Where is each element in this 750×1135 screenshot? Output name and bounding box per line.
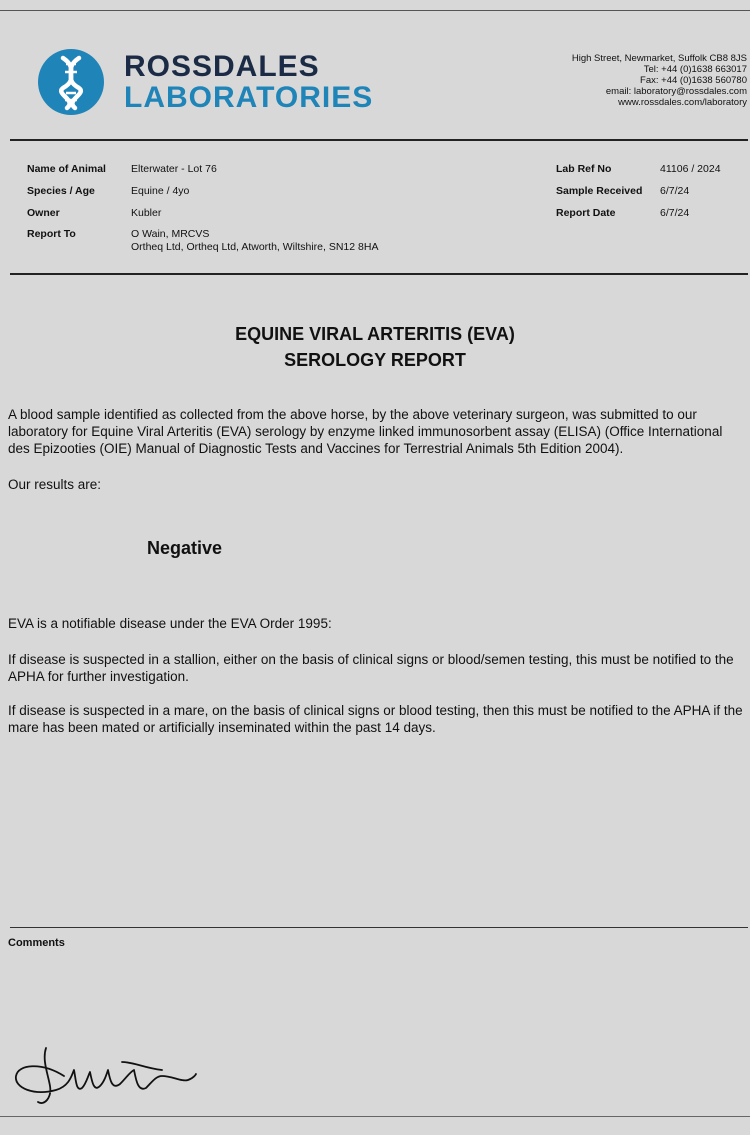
info-divider bbox=[10, 273, 748, 275]
sample-received-label: Sample Received bbox=[556, 185, 643, 197]
brand-name-line1: ROSSDALES bbox=[124, 50, 320, 83]
report-title-line2: SEROLOGY REPORT bbox=[284, 350, 466, 370]
results-intro: Our results are: bbox=[8, 477, 102, 492]
lab-address bbox=[487, 53, 747, 108]
test-result: Negative bbox=[147, 538, 223, 558]
notifiable-statement: EVA is a notifiable disease under the EVA Order 1995: bbox=[8, 616, 332, 631]
species-age-label: Species / Age bbox=[27, 185, 95, 197]
report-to-address: Ortheq Ltd, Ortheq Ltd, Atworth, Wiltshire, SN12 8HA bbox=[131, 241, 379, 253]
bottom-border bbox=[0, 1116, 750, 1117]
lab-ref-label: Lab Ref No bbox=[556, 163, 612, 175]
top-border bbox=[0, 10, 750, 11]
address-web: www.rossdales.com/laboratory bbox=[618, 97, 747, 108]
intro-paragraph: A blood sample identified as collected from the above horse, by the above veterinary surgeon, was submitted to our laboratory for Equine Viral Arteritis (EVA) serology by enzyme linked immunosorbent assay (ELISA) (Office International des Epizooties (OIE) Manual of Diagnostic Tests and Vaccines for Terrestrial Animals 5th Edition 2004). bbox=[8, 407, 723, 456]
lab-ref-value: 41106 / 2024 bbox=[660, 163, 721, 175]
address-street: High Street, Newmarket, Suffolk CB8 8JS bbox=[571, 53, 747, 64]
header-divider bbox=[10, 139, 748, 141]
report-date-label: Report Date bbox=[556, 207, 616, 219]
report-title-line1: EQUINE VIRAL ARTERITIS (EVA) bbox=[235, 324, 515, 344]
handwritten-signature bbox=[12, 1040, 202, 1110]
report-to-label: Report To bbox=[27, 228, 76, 240]
report-to-name: O Wain, MRCVS bbox=[131, 228, 210, 240]
name-of-animal-value: Elterwater - Lot 76 bbox=[131, 163, 217, 175]
stallion-note: If disease is suspected in a stallion, either on the basis of clinical signs or blood/semen testing, this must be notified to the APHA for further investigation. bbox=[8, 652, 734, 684]
dna-helix-icon bbox=[37, 48, 105, 116]
address-tel: Tel: +44 (0)1638 663017 bbox=[643, 64, 747, 75]
species-age-value: Equine / 4yo bbox=[131, 185, 190, 197]
report-date-value: 6/7/24 bbox=[660, 207, 690, 219]
sample-received-value: 6/7/24 bbox=[660, 185, 690, 197]
mare-note: If disease is suspected in a mare, on the basis of clinical signs or blood testing, then this must be notified to the APHA if the mare has been mated or artificially inseminated within the past 14 days. bbox=[8, 703, 743, 735]
comments-label: Comments bbox=[8, 937, 65, 949]
name-of-animal-label: Name of Animal bbox=[27, 163, 106, 175]
address-fax: Fax: +44 (0)1638 560780 bbox=[640, 75, 747, 86]
address-email: email: laboratory@rossdales.com bbox=[605, 86, 747, 97]
owner-value: Kubler bbox=[131, 207, 162, 219]
brand-name-line2: LABORATORIES bbox=[124, 81, 374, 114]
report-title bbox=[0, 321, 750, 373]
owner-label: Owner bbox=[27, 207, 60, 219]
comments-divider bbox=[10, 927, 748, 928]
